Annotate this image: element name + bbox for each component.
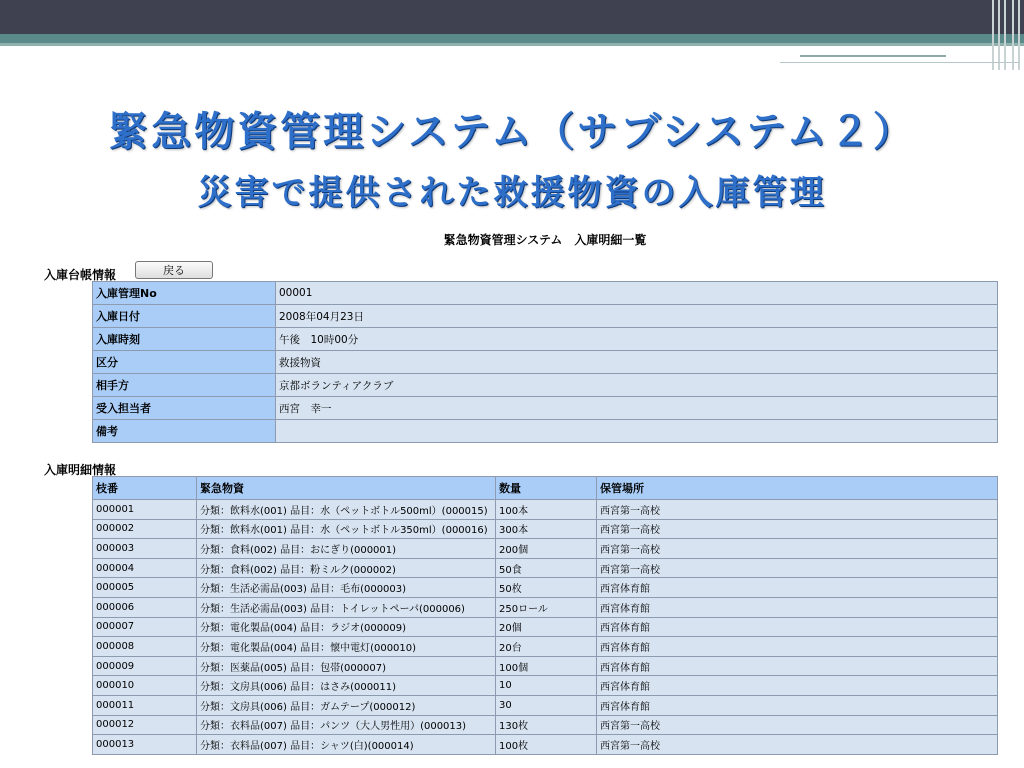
col-header-quantity: 数量	[496, 477, 597, 500]
cell-storage: 西宮体育館	[597, 676, 998, 696]
cell-branch-no: 000009	[93, 656, 197, 676]
table-row	[93, 500, 998, 520]
cell-quantity: 300本	[496, 519, 597, 539]
cell-branch-no: 000003	[93, 539, 197, 559]
detail-header-row	[93, 477, 998, 500]
slide-header-bar	[0, 0, 1024, 34]
cell-storage: 西宮体育館	[597, 656, 998, 676]
col-header-branch-no: 枝番	[93, 477, 197, 500]
cell-quantity: 100個	[496, 656, 597, 676]
table-row	[93, 578, 998, 598]
cell-supply: 分類：文房具(006) 品目：ガムテープ(000012)	[197, 695, 496, 715]
cell-quantity: 10	[496, 676, 597, 696]
cell-branch-no: 000002	[93, 519, 197, 539]
col-header-supply: 緊急物資	[197, 477, 496, 500]
ledger-key: 区分	[93, 351, 276, 374]
ledger-key: 入庫管理No	[93, 282, 276, 305]
cell-storage: 西宮体育館	[597, 597, 998, 617]
ledger-row	[93, 305, 998, 328]
cell-quantity: 130枚	[496, 715, 597, 735]
table-row	[93, 558, 998, 578]
cell-supply: 分類：衣料品(007) 品目：シャツ(白)(000014)	[197, 735, 496, 755]
cell-branch-no: 000008	[93, 637, 197, 657]
table-row	[93, 597, 998, 617]
slide-accent-line-thin	[780, 62, 1020, 63]
cell-branch-no: 000006	[93, 597, 197, 617]
ledger-row	[93, 374, 998, 397]
cell-quantity: 200個	[496, 539, 597, 559]
cell-storage: 西宮体育館	[597, 695, 998, 715]
cell-branch-no: 000013	[93, 735, 197, 755]
cell-quantity: 50食	[496, 558, 597, 578]
detail-section-label: 入庫明細情報	[44, 463, 117, 477]
cell-supply: 分類：医薬品(005) 品目：包帯(000007)	[197, 656, 496, 676]
ledger-row	[93, 351, 998, 374]
cell-quantity: 50枚	[496, 578, 597, 598]
ledger-value	[276, 420, 998, 443]
table-row	[93, 637, 998, 657]
slide-accent-line	[800, 55, 946, 57]
cell-quantity: 100本	[496, 500, 597, 520]
cell-quantity: 20台	[496, 637, 597, 657]
slide-accent-bar-light	[0, 43, 1024, 46]
ledger-row	[93, 328, 998, 351]
cell-supply: 分類：衣料品(007) 品目：パンツ（大人男性用）(000013)	[197, 715, 496, 735]
ledger-row	[93, 420, 998, 443]
ledger-value: 00001	[276, 282, 998, 305]
slide-accent-bar	[0, 34, 1024, 43]
cell-storage: 西宮体育館	[597, 617, 998, 637]
ledger-key: 備考	[93, 420, 276, 443]
cell-quantity: 100枚	[496, 735, 597, 755]
page-heading: 緊急物資管理システム 入庫明細一覧	[443, 233, 647, 247]
ledger-key: 相手方	[93, 374, 276, 397]
table-row	[93, 676, 998, 696]
cell-quantity: 250ロール	[496, 597, 597, 617]
ledger-value: 西宮 幸一	[276, 397, 998, 420]
cell-branch-no: 000011	[93, 695, 197, 715]
ledger-value: 京都ボランティアクラブ	[276, 374, 998, 397]
cell-branch-no: 000010	[93, 676, 197, 696]
cell-supply: 分類：飲料水(001) 品目：水（ペットボトル350ml）(000016)	[197, 519, 496, 539]
cell-storage: 西宮第一高校	[597, 519, 998, 539]
cell-supply: 分類：電化製品(004) 品目：懐中電灯(000010)	[197, 637, 496, 657]
ledger-row	[93, 282, 998, 305]
ledger-key: 入庫時刻	[93, 328, 276, 351]
table-row	[93, 539, 998, 559]
cell-branch-no: 000004	[93, 558, 197, 578]
cell-storage: 西宮第一高校	[597, 735, 998, 755]
cell-quantity: 30	[496, 695, 597, 715]
cell-storage: 西宮第一高校	[597, 558, 998, 578]
table-row	[93, 656, 998, 676]
table-row	[93, 715, 998, 735]
ledger-row	[93, 397, 998, 420]
slide-title: 緊急物資管理システム（サブシステム２）	[108, 109, 916, 155]
cell-supply: 分類：生活必需品(003) 品目：トイレットペーパ(000006)	[197, 597, 496, 617]
table-row	[93, 695, 998, 715]
cell-supply: 分類：飲料水(001) 品目：水（ペットボトル500ml）(000015)	[197, 500, 496, 520]
cell-storage: 西宮体育館	[597, 578, 998, 598]
cell-storage: 西宮第一高校	[597, 539, 998, 559]
cell-storage: 西宮第一高校	[597, 500, 998, 520]
cell-supply: 分類：食料(002) 品目：おにぎり(000001)	[197, 539, 496, 559]
table-row	[93, 617, 998, 637]
col-header-storage: 保管場所	[597, 477, 998, 500]
cell-branch-no: 000012	[93, 715, 197, 735]
cell-supply: 分類：食料(002) 品目：粉ミルク(000002)	[197, 558, 496, 578]
cell-supply: 分類：文房具(006) 品目：はさみ(000011)	[197, 676, 496, 696]
cell-branch-no: 000005	[93, 578, 197, 598]
cell-supply: 分類：電化製品(004) 品目：ラジオ(000009)	[197, 617, 496, 637]
ledger-value: 午後 10時00分	[276, 328, 998, 351]
table-row	[93, 735, 998, 755]
cell-branch-no: 000007	[93, 617, 197, 637]
slide-decoration-lines	[984, 0, 1024, 70]
cell-storage: 西宮体育館	[597, 637, 998, 657]
detail-table	[92, 476, 998, 755]
slide-subtitle: 災害で提供された救援物資の入庫管理	[197, 173, 827, 213]
cell-branch-no: 000001	[93, 500, 197, 520]
ledger-key: 入庫日付	[93, 305, 276, 328]
back-button[interactable]: 戻る	[135, 261, 213, 279]
table-row	[93, 519, 998, 539]
ledger-section-label: 入庫台帳情報	[44, 268, 117, 282]
ledger-key: 受入担当者	[93, 397, 276, 420]
ledger-value: 救援物資	[276, 351, 998, 374]
ledger-value: 2008年04月23日	[276, 305, 998, 328]
cell-storage: 西宮第一高校	[597, 715, 998, 735]
cell-supply: 分類：生活必需品(003) 品目：毛布(000003)	[197, 578, 496, 598]
ledger-table	[92, 281, 998, 443]
cell-quantity: 20個	[496, 617, 597, 637]
